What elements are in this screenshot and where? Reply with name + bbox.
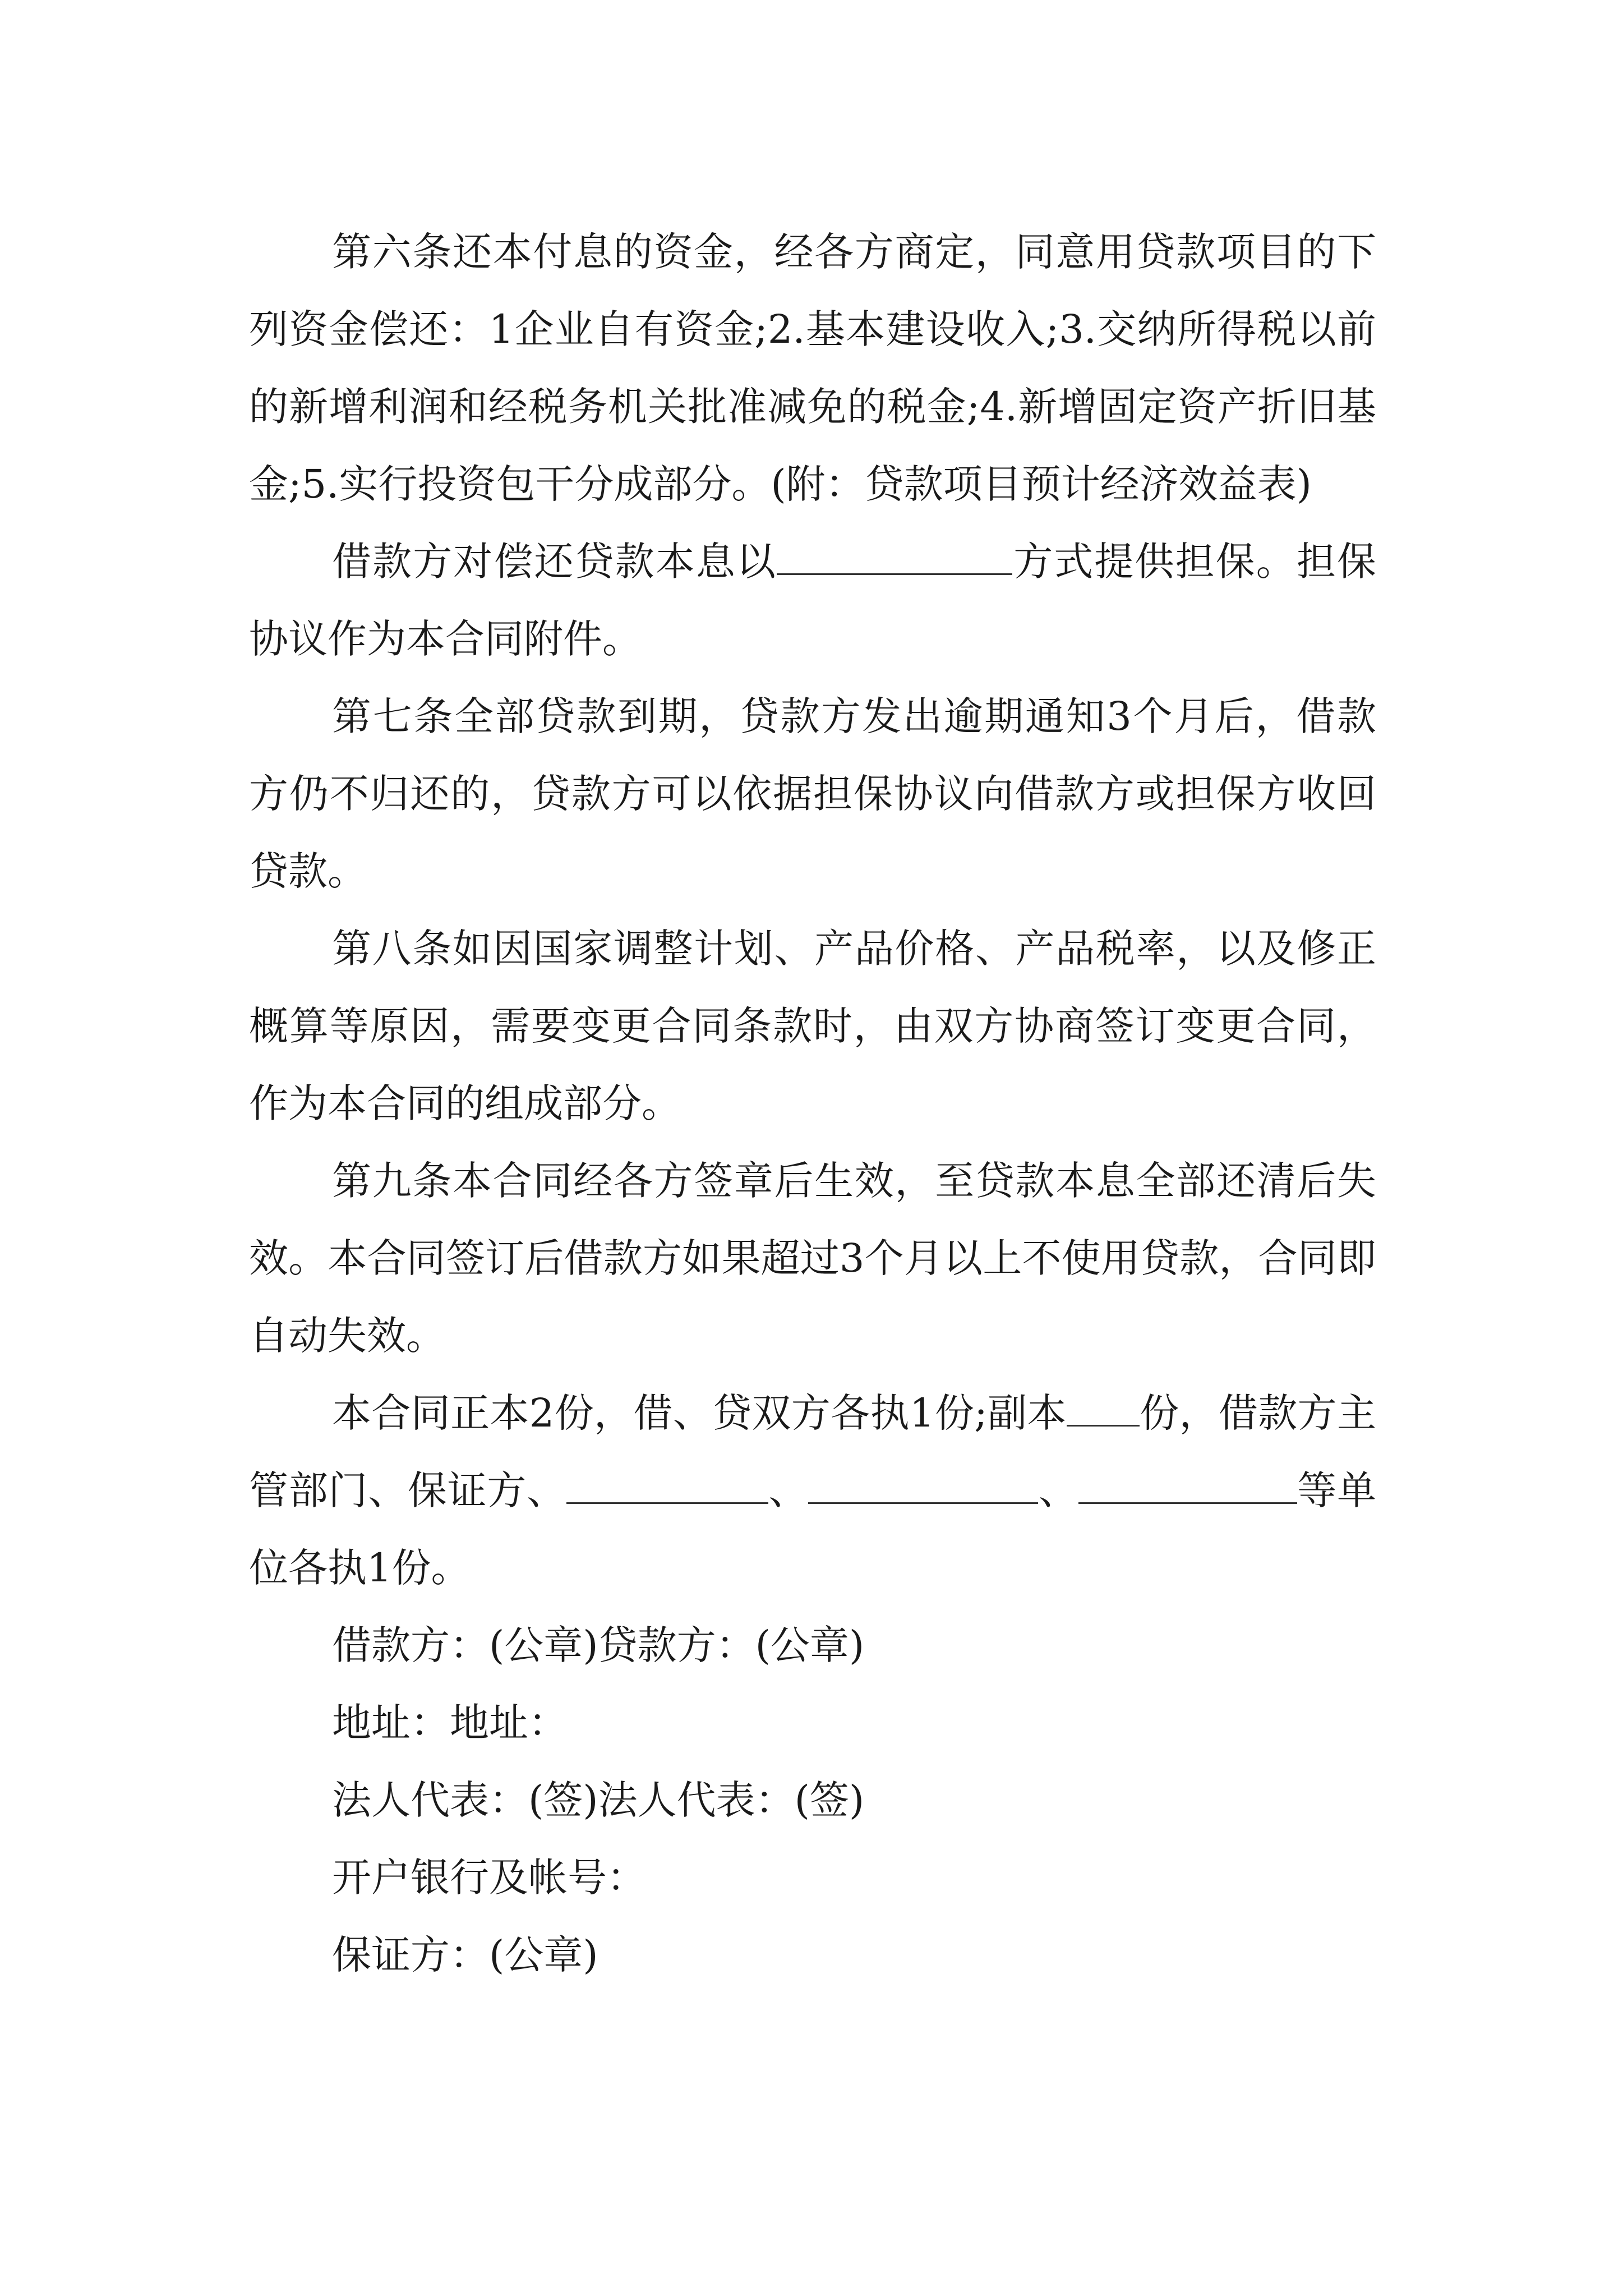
document-body [249, 213, 1376, 1994]
guarantee-text-before: 借款方对偿还贷款本息以 [332, 539, 777, 585]
signature-guarantor-line: 保证方：(公章) [332, 1932, 598, 1978]
copies-text-3: 等单位各执1份。 [249, 1467, 1377, 1591]
signature-legal-rep-line: 法人代表：(签)法人代表：(签) [332, 1777, 865, 1823]
copies-paragraph [249, 1374, 1376, 1607]
copies-count-blank [1067, 1393, 1140, 1427]
article-9-paragraph: 第九条本合同经各方签章后生效，至贷款本息全部还清后失效。本合同签订后借款方如果超过3个月以上不使用贷款，合同即自动失效。 [249, 1158, 1376, 1359]
copies-separator-2: 、 [1038, 1467, 1078, 1513]
copies-text-2: 份，借款方主管部门、保证方、 [249, 1390, 1376, 1513]
unit-2-blank [808, 1471, 1038, 1504]
guarantee-paragraph [249, 523, 1376, 678]
guarantee-method-blank [777, 542, 1012, 575]
article-8-paragraph: 第八条如因国家调整计划、产品价格、产品税率，以及修正概算等原因，需要变更合同条款时，由双方协商签订变更合同，作为本合同的组成部分。 [249, 926, 1376, 1126]
signature-parties-line: 借款方：(公章)贷款方：(公章) [332, 1622, 865, 1668]
copies-separator-1: 、 [768, 1467, 809, 1513]
article-6-paragraph: 第六条还本付息的资金，经各方商定，同意用贷款项目的下列资金偿还：1企业自有资金;2.基本建设收入;3.交纳所得税以前的新增利润和经税务机关批准减免的税金;4.新增固定资产折旧基金;5.实行投资包干分成部分。(附：贷款项目预计经济效益表) [249, 229, 1376, 507]
guarantee-text-after: 方式提供担保。担保协议作为本合同附件。 [249, 539, 1377, 662]
copies-text-1: 本合同正本2份，借、贷双方各执1份;副本 [332, 1390, 1067, 1436]
unit-1-blank [566, 1471, 768, 1504]
signature-address-line: 地址：地址： [332, 1700, 568, 1746]
signature-bank-line: 开户银行及帐号： [332, 1855, 646, 1901]
unit-3-blank [1078, 1471, 1297, 1504]
article-7-paragraph: 第七条全部贷款到期，贷款方发出逾期通知3个月后，借款方仍不归还的，贷款方可以依据担保协议向借款方或担保方收回贷款。 [249, 693, 1376, 894]
